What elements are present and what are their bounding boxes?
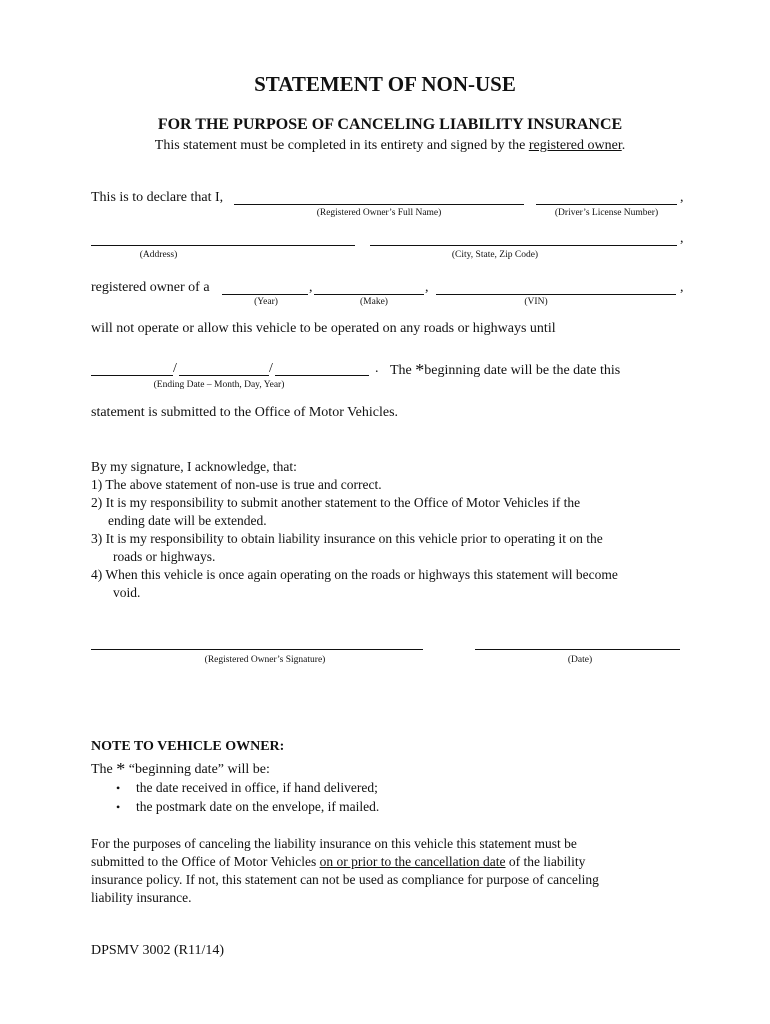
- signature-caption: (Registered Owner’s Signature): [204, 655, 326, 665]
- acknowledge-intro: By my signature, I acknowledge, that:: [91, 459, 297, 474]
- note-bullet-2: the postmark date on the envelope, if mailed.: [136, 799, 380, 814]
- note-para-line-3: insurance policy. If not, this statement can not be used as compliance for purpose of canceling: [91, 872, 599, 887]
- acknowledge-item-3: 3) It is my responsibility to obtain liability insurance on this vehicle prior to operating it on the: [91, 531, 603, 546]
- acknowledge-item-1: 1) The above statement of non-use is true and correct.: [91, 477, 382, 492]
- instruction-post: .: [621, 138, 626, 153]
- note-para-line-2: [91, 853, 585, 871]
- note-beginning-line: [91, 757, 270, 778]
- acknowledge-item-4-cont: void.: [113, 585, 141, 600]
- year-field[interactable]: [222, 294, 308, 295]
- comma-year: ,: [309, 280, 313, 295]
- form-id: DPSMV 3002 (R11/14): [91, 943, 225, 958]
- instruction-text: [0, 138, 770, 154]
- page-subtitle: FOR THE PURPOSE OF CANCELING LIABILITY INSURANCE: [157, 116, 623, 133]
- beginning-post: beginning date will be the date this: [424, 363, 621, 378]
- note-para-line-4: liability insurance.: [91, 890, 192, 905]
- comma-make: ,: [425, 280, 429, 295]
- date-slash-2: /: [269, 361, 273, 376]
- license-caption: (Driver’s License Number): [554, 208, 659, 218]
- beginning-date-text: [390, 358, 620, 379]
- ending-month-field[interactable]: [91, 375, 173, 376]
- address-caption: (Address): [139, 250, 178, 260]
- will-not-operate-text: will not operate or allow this vehicle to be operated on any roads or highways until: [91, 321, 556, 336]
- date-slash-1: /: [173, 361, 177, 376]
- comma-vin: ,: [680, 280, 684, 295]
- para2-post: of the liability: [505, 854, 586, 869]
- signature-date-field[interactable]: [475, 649, 680, 650]
- asterisk-icon: *: [116, 759, 126, 779]
- note-line-pre: The: [91, 762, 117, 777]
- acknowledge-item-2: 2) It is my responsibility to submit another statement to the Office of Motor Vehicles if the: [91, 495, 581, 510]
- signature-field[interactable]: [91, 649, 423, 650]
- ending-year-field[interactable]: [275, 375, 369, 376]
- acknowledge-item-4: 4) When this vehicle is once again operating on the roads or highways this statement will become: [91, 567, 618, 582]
- owner-name-field[interactable]: [234, 204, 524, 205]
- note-line-post: “beginning date” will be:: [125, 762, 270, 777]
- declare-intro: This is to declare that I,: [91, 190, 224, 205]
- date-caption: (Date): [567, 655, 593, 665]
- owner-name-caption: (Registered Owner’s Full Name): [316, 208, 442, 218]
- city-caption: (City, State, Zip Code): [451, 250, 539, 260]
- comma-1: ,: [680, 190, 684, 205]
- acknowledge-item-2-cont: ending date will be extended.: [108, 513, 267, 528]
- vin-caption: (VIN): [524, 297, 548, 307]
- make-caption: (Make): [360, 297, 388, 307]
- vin-field[interactable]: [436, 294, 676, 295]
- city-state-zip-field[interactable]: [370, 245, 677, 246]
- note-heading: NOTE TO VEHICLE OWNER:: [91, 739, 285, 754]
- license-number-field[interactable]: [536, 204, 677, 205]
- bullet-icon: •: [116, 800, 121, 814]
- instruction-registered-owner: registered owner: [528, 138, 622, 153]
- para2-cancellation-date: on or prior to the cancellation date: [319, 854, 506, 869]
- make-field[interactable]: [314, 294, 424, 295]
- ending-period: .: [375, 361, 379, 376]
- owner-of-text: registered owner of a: [91, 280, 210, 295]
- para2-pre: submitted to the Office of Motor Vehicles: [91, 854, 320, 869]
- instruction-pre: This statement must be completed in its entirety and signed by the: [154, 138, 529, 153]
- ending-date-caption: (Ending Date – Month, Day, Year): [153, 380, 285, 390]
- address-field[interactable]: [91, 245, 355, 246]
- acknowledge-item-3-cont: roads or highways.: [113, 549, 216, 564]
- ending-day-field[interactable]: [179, 375, 269, 376]
- note-para-line-1: For the purposes of canceling the liability insurance on this vehicle this statement must be: [91, 836, 577, 851]
- submitted-text: statement is submitted to the Office of Motor Vehicles.: [91, 405, 399, 420]
- bullet-icon: •: [116, 781, 121, 795]
- comma-2: ,: [680, 231, 684, 246]
- asterisk-icon: *: [415, 360, 425, 380]
- note-bullet-1: the date received in office, if hand delivered;: [136, 780, 378, 795]
- beginning-pre: The: [390, 363, 416, 378]
- page-title: STATEMENT OF NON-USE: [254, 72, 516, 96]
- year-caption: (Year): [254, 297, 278, 307]
